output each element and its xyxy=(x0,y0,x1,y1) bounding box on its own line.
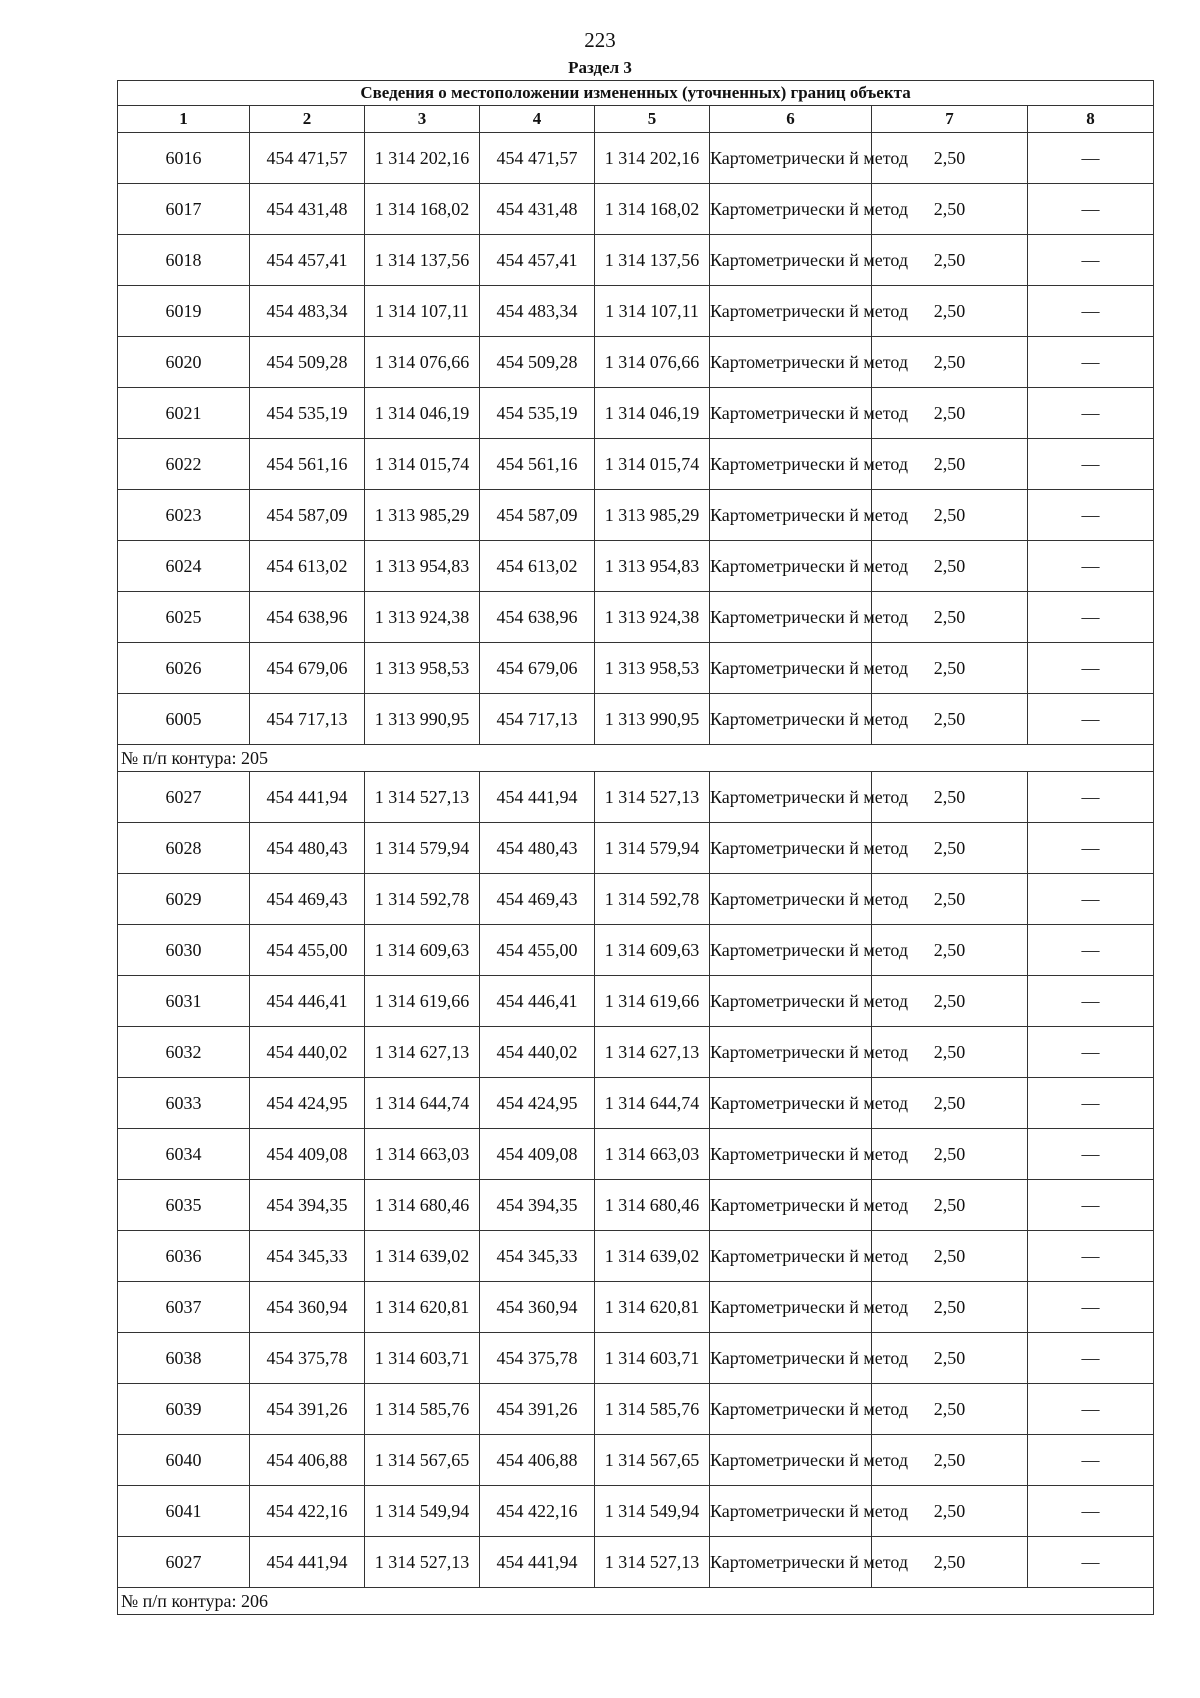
y-old-cell: 1 314 168,02 xyxy=(365,184,480,235)
point-number-cell: 6034 xyxy=(118,1129,250,1180)
note-cell: — xyxy=(1028,1078,1154,1129)
x-new-cell: 454 391,26 xyxy=(480,1384,595,1435)
y-old-cell: 1 314 609,63 xyxy=(365,925,480,976)
y-new-cell: 1 314 619,66 xyxy=(595,976,710,1027)
x-old-cell: 454 679,06 xyxy=(250,643,365,694)
accuracy-cell: 2,50 xyxy=(872,1231,1028,1282)
column-header: 1 xyxy=(118,106,250,133)
point-number-cell: 6039 xyxy=(118,1384,250,1435)
y-new-cell: 1 314 527,13 xyxy=(595,1537,710,1588)
point-number-cell: 6024 xyxy=(118,541,250,592)
table-row xyxy=(118,592,1154,643)
table-row xyxy=(118,388,1154,439)
contour-label: № п/п контура: 205 xyxy=(118,745,1154,772)
x-new-cell: 454 469,43 xyxy=(480,874,595,925)
accuracy-cell: 2,50 xyxy=(872,490,1028,541)
y-new-cell: 1 314 567,65 xyxy=(595,1435,710,1486)
y-new-cell: 1 314 107,11 xyxy=(595,286,710,337)
y-new-cell: 1 313 990,95 xyxy=(595,694,710,745)
y-new-cell: 1 314 202,16 xyxy=(595,133,710,184)
y-old-cell: 1 314 619,66 xyxy=(365,976,480,1027)
x-old-cell: 454 431,48 xyxy=(250,184,365,235)
table-row xyxy=(118,1435,1154,1486)
x-new-cell: 454 345,33 xyxy=(480,1231,595,1282)
accuracy-cell: 2,50 xyxy=(872,1282,1028,1333)
point-number-cell: 6021 xyxy=(118,388,250,439)
column-header-row xyxy=(118,106,1154,133)
point-number-cell: 6027 xyxy=(118,772,250,823)
method-cell: Картометрически й метод xyxy=(710,337,872,388)
y-old-cell: 1 313 985,29 xyxy=(365,490,480,541)
y-old-cell: 1 314 567,65 xyxy=(365,1435,480,1486)
column-header: 5 xyxy=(595,106,710,133)
table-row xyxy=(118,925,1154,976)
note-cell: — xyxy=(1028,490,1154,541)
y-new-cell: 1 313 958,53 xyxy=(595,643,710,694)
method-cell: Картометрически й метод xyxy=(710,1231,872,1282)
coordinates-table xyxy=(117,80,1154,1615)
table-body xyxy=(118,133,1154,1615)
method-cell: Картометрически й метод xyxy=(710,1486,872,1537)
y-old-cell: 1 314 202,16 xyxy=(365,133,480,184)
x-new-cell: 454 587,09 xyxy=(480,490,595,541)
method-cell: Картометрически й метод xyxy=(710,694,872,745)
note-cell: — xyxy=(1028,874,1154,925)
accuracy-cell: 2,50 xyxy=(872,1129,1028,1180)
table-title: Сведения о местоположении измененных (уточненных) границ объекта xyxy=(118,81,1154,106)
note-cell: — xyxy=(1028,388,1154,439)
accuracy-cell: 2,50 xyxy=(872,1180,1028,1231)
note-cell: — xyxy=(1028,541,1154,592)
x-new-cell: 454 394,35 xyxy=(480,1180,595,1231)
note-cell: — xyxy=(1028,772,1154,823)
point-number-cell: 6028 xyxy=(118,823,250,874)
note-cell: — xyxy=(1028,694,1154,745)
note-cell: — xyxy=(1028,439,1154,490)
point-number-cell: 6018 xyxy=(118,235,250,286)
x-old-cell: 454 391,26 xyxy=(250,1384,365,1435)
table-row xyxy=(118,1078,1154,1129)
note-cell: — xyxy=(1028,1231,1154,1282)
y-new-cell: 1 314 585,76 xyxy=(595,1384,710,1435)
table-row xyxy=(118,286,1154,337)
method-cell: Картометрически й метод xyxy=(710,1078,872,1129)
y-new-cell: 1 314 076,66 xyxy=(595,337,710,388)
table-row xyxy=(118,823,1154,874)
method-cell: Картометрически й метод xyxy=(710,1180,872,1231)
table-row xyxy=(118,976,1154,1027)
y-new-cell: 1 314 579,94 xyxy=(595,823,710,874)
note-cell: — xyxy=(1028,823,1154,874)
point-number-cell: 6005 xyxy=(118,694,250,745)
accuracy-cell: 2,50 xyxy=(872,1435,1028,1486)
y-new-cell: 1 313 985,29 xyxy=(595,490,710,541)
x-old-cell: 454 457,41 xyxy=(250,235,365,286)
y-new-cell: 1 314 549,94 xyxy=(595,1486,710,1537)
method-cell: Картометрически й метод xyxy=(710,1027,872,1078)
point-number-cell: 6016 xyxy=(118,133,250,184)
section-title: Раздел 3 xyxy=(568,58,632,77)
y-new-cell: 1 314 644,74 xyxy=(595,1078,710,1129)
y-old-cell: 1 314 076,66 xyxy=(365,337,480,388)
x-new-cell: 454 638,96 xyxy=(480,592,595,643)
y-old-cell: 1 314 680,46 xyxy=(365,1180,480,1231)
accuracy-cell: 2,50 xyxy=(872,286,1028,337)
accuracy-cell: 2,50 xyxy=(872,1333,1028,1384)
accuracy-cell: 2,50 xyxy=(872,976,1028,1027)
method-cell: Картометрически й метод xyxy=(710,286,872,337)
accuracy-cell: 2,50 xyxy=(872,592,1028,643)
x-new-cell: 454 360,94 xyxy=(480,1282,595,1333)
y-old-cell: 1 314 644,74 xyxy=(365,1078,480,1129)
x-old-cell: 454 375,78 xyxy=(250,1333,365,1384)
x-old-cell: 454 360,94 xyxy=(250,1282,365,1333)
table-row xyxy=(118,643,1154,694)
accuracy-cell: 2,50 xyxy=(872,184,1028,235)
y-old-cell: 1 314 603,71 xyxy=(365,1333,480,1384)
note-cell: — xyxy=(1028,925,1154,976)
contour-row xyxy=(118,1588,1154,1615)
y-new-cell: 1 314 527,13 xyxy=(595,772,710,823)
table-row xyxy=(118,1486,1154,1537)
point-number-cell: 6037 xyxy=(118,1282,250,1333)
y-new-cell: 1 314 639,02 xyxy=(595,1231,710,1282)
point-number-cell: 6025 xyxy=(118,592,250,643)
accuracy-cell: 2,50 xyxy=(872,1537,1028,1588)
table-row xyxy=(118,1231,1154,1282)
y-old-cell: 1 313 954,83 xyxy=(365,541,480,592)
table-row xyxy=(118,490,1154,541)
column-header: 8 xyxy=(1028,106,1154,133)
x-old-cell: 454 406,88 xyxy=(250,1435,365,1486)
note-cell: — xyxy=(1028,337,1154,388)
method-cell: Картометрически й метод xyxy=(710,643,872,694)
method-cell: Картометрически й метод xyxy=(710,925,872,976)
x-old-cell: 454 638,96 xyxy=(250,592,365,643)
x-new-cell: 454 483,34 xyxy=(480,286,595,337)
x-old-cell: 454 717,13 xyxy=(250,694,365,745)
accuracy-cell: 2,50 xyxy=(872,925,1028,976)
table-row xyxy=(118,694,1154,745)
table-row xyxy=(118,337,1154,388)
table-row xyxy=(118,235,1154,286)
point-number-cell: 6027 xyxy=(118,1537,250,1588)
note-cell: — xyxy=(1028,235,1154,286)
x-new-cell: 454 424,95 xyxy=(480,1078,595,1129)
contour-row xyxy=(118,745,1154,772)
x-new-cell: 454 440,02 xyxy=(480,1027,595,1078)
accuracy-cell: 2,50 xyxy=(872,1027,1028,1078)
table-row xyxy=(118,1384,1154,1435)
note-cell: — xyxy=(1028,1180,1154,1231)
x-new-cell: 454 613,02 xyxy=(480,541,595,592)
y-old-cell: 1 314 627,13 xyxy=(365,1027,480,1078)
table-row xyxy=(118,541,1154,592)
point-number-cell: 6030 xyxy=(118,925,250,976)
y-new-cell: 1 314 663,03 xyxy=(595,1129,710,1180)
y-old-cell: 1 314 585,76 xyxy=(365,1384,480,1435)
point-number-cell: 6040 xyxy=(118,1435,250,1486)
method-cell: Картометрически й метод xyxy=(710,541,872,592)
y-old-cell: 1 314 527,13 xyxy=(365,1537,480,1588)
x-old-cell: 454 469,43 xyxy=(250,874,365,925)
y-old-cell: 1 314 663,03 xyxy=(365,1129,480,1180)
method-cell: Картометрически й метод xyxy=(710,1384,872,1435)
note-cell: — xyxy=(1028,1435,1154,1486)
method-cell: Картометрически й метод xyxy=(710,823,872,874)
method-cell: Картометрически й метод xyxy=(710,592,872,643)
table-row xyxy=(118,133,1154,184)
table-row xyxy=(118,1027,1154,1078)
point-number-cell: 6033 xyxy=(118,1078,250,1129)
point-number-cell: 6023 xyxy=(118,490,250,541)
note-cell: — xyxy=(1028,1333,1154,1384)
accuracy-cell: 2,50 xyxy=(872,388,1028,439)
y-new-cell: 1 314 680,46 xyxy=(595,1180,710,1231)
table-row xyxy=(118,1537,1154,1588)
x-old-cell: 454 441,94 xyxy=(250,772,365,823)
y-new-cell: 1 314 015,74 xyxy=(595,439,710,490)
method-cell: Картометрически й метод xyxy=(710,874,872,925)
y-new-cell: 1 314 609,63 xyxy=(595,925,710,976)
x-old-cell: 454 509,28 xyxy=(250,337,365,388)
column-header: 2 xyxy=(250,106,365,133)
note-cell: — xyxy=(1028,1129,1154,1180)
y-new-cell: 1 314 046,19 xyxy=(595,388,710,439)
method-cell: Картометрически й метод xyxy=(710,388,872,439)
table-row xyxy=(118,1180,1154,1231)
x-old-cell: 454 483,34 xyxy=(250,286,365,337)
x-old-cell: 454 345,33 xyxy=(250,1231,365,1282)
y-old-cell: 1 314 592,78 xyxy=(365,874,480,925)
y-old-cell: 1 314 046,19 xyxy=(365,388,480,439)
y-new-cell: 1 314 168,02 xyxy=(595,184,710,235)
x-old-cell: 454 424,95 xyxy=(250,1078,365,1129)
note-cell: — xyxy=(1028,976,1154,1027)
point-number-cell: 6032 xyxy=(118,1027,250,1078)
y-old-cell: 1 313 958,53 xyxy=(365,643,480,694)
point-number-cell: 6031 xyxy=(118,976,250,1027)
accuracy-cell: 2,50 xyxy=(872,1384,1028,1435)
point-number-cell: 6036 xyxy=(118,1231,250,1282)
x-new-cell: 454 441,94 xyxy=(480,1537,595,1588)
x-new-cell: 454 457,41 xyxy=(480,235,595,286)
x-new-cell: 454 446,41 xyxy=(480,976,595,1027)
point-number-cell: 6035 xyxy=(118,1180,250,1231)
accuracy-cell: 2,50 xyxy=(872,541,1028,592)
method-cell: Картометрически й метод xyxy=(710,184,872,235)
column-header: 3 xyxy=(365,106,480,133)
accuracy-cell: 2,50 xyxy=(872,823,1028,874)
method-cell: Картометрически й метод xyxy=(710,1129,872,1180)
x-old-cell: 454 613,02 xyxy=(250,541,365,592)
note-cell: — xyxy=(1028,1384,1154,1435)
x-old-cell: 454 446,41 xyxy=(250,976,365,1027)
method-cell: Картометрически й метод xyxy=(710,1537,872,1588)
accuracy-cell: 2,50 xyxy=(872,694,1028,745)
point-number-cell: 6022 xyxy=(118,439,250,490)
accuracy-cell: 2,50 xyxy=(872,439,1028,490)
x-new-cell: 454 509,28 xyxy=(480,337,595,388)
method-cell: Картометрически й метод xyxy=(710,1333,872,1384)
y-new-cell: 1 314 137,56 xyxy=(595,235,710,286)
y-new-cell: 1 313 924,38 xyxy=(595,592,710,643)
method-cell: Картометрически й метод xyxy=(710,133,872,184)
point-number-cell: 6020 xyxy=(118,337,250,388)
note-cell: — xyxy=(1028,1282,1154,1333)
x-new-cell: 454 679,06 xyxy=(480,643,595,694)
y-old-cell: 1 314 527,13 xyxy=(365,772,480,823)
y-old-cell: 1 314 620,81 xyxy=(365,1282,480,1333)
x-new-cell: 454 455,00 xyxy=(480,925,595,976)
x-new-cell: 454 409,08 xyxy=(480,1129,595,1180)
method-cell: Картометрически й метод xyxy=(710,772,872,823)
accuracy-cell: 2,50 xyxy=(872,1078,1028,1129)
table-row xyxy=(118,184,1154,235)
x-new-cell: 454 471,57 xyxy=(480,133,595,184)
x-old-cell: 454 455,00 xyxy=(250,925,365,976)
column-header: 6 xyxy=(710,106,872,133)
y-new-cell: 1 313 954,83 xyxy=(595,541,710,592)
accuracy-cell: 2,50 xyxy=(872,133,1028,184)
method-cell: Картометрически й метод xyxy=(710,235,872,286)
y-old-cell: 1 314 107,11 xyxy=(365,286,480,337)
note-cell: — xyxy=(1028,184,1154,235)
accuracy-cell: 2,50 xyxy=(872,235,1028,286)
y-new-cell: 1 314 592,78 xyxy=(595,874,710,925)
x-old-cell: 454 587,09 xyxy=(250,490,365,541)
note-cell: — xyxy=(1028,133,1154,184)
x-new-cell: 454 422,16 xyxy=(480,1486,595,1537)
x-old-cell: 454 409,08 xyxy=(250,1129,365,1180)
x-new-cell: 454 431,48 xyxy=(480,184,595,235)
method-cell: Картометрически й метод xyxy=(710,490,872,541)
x-old-cell: 454 441,94 xyxy=(250,1537,365,1588)
table-row xyxy=(118,439,1154,490)
x-new-cell: 454 717,13 xyxy=(480,694,595,745)
x-old-cell: 454 535,19 xyxy=(250,388,365,439)
note-cell: — xyxy=(1028,1486,1154,1537)
y-new-cell: 1 314 603,71 xyxy=(595,1333,710,1384)
y-old-cell: 1 314 015,74 xyxy=(365,439,480,490)
x-old-cell: 454 422,16 xyxy=(250,1486,365,1537)
table-row xyxy=(118,874,1154,925)
table-row xyxy=(118,1333,1154,1384)
y-old-cell: 1 313 990,95 xyxy=(365,694,480,745)
y-old-cell: 1 313 924,38 xyxy=(365,592,480,643)
y-old-cell: 1 314 137,56 xyxy=(365,235,480,286)
x-old-cell: 454 480,43 xyxy=(250,823,365,874)
column-header: 7 xyxy=(872,106,1028,133)
table-row xyxy=(118,1129,1154,1180)
y-old-cell: 1 314 549,94 xyxy=(365,1486,480,1537)
x-new-cell: 454 480,43 xyxy=(480,823,595,874)
accuracy-cell: 2,50 xyxy=(872,874,1028,925)
x-old-cell: 454 561,16 xyxy=(250,439,365,490)
point-number-cell: 6026 xyxy=(118,643,250,694)
y-new-cell: 1 314 620,81 xyxy=(595,1282,710,1333)
method-cell: Картометрически й метод xyxy=(710,1435,872,1486)
method-cell: Картометрически й метод xyxy=(710,1282,872,1333)
column-header: 4 xyxy=(480,106,595,133)
note-cell: — xyxy=(1028,286,1154,337)
note-cell: — xyxy=(1028,1027,1154,1078)
x-new-cell: 454 441,94 xyxy=(480,772,595,823)
x-new-cell: 454 561,16 xyxy=(480,439,595,490)
accuracy-cell: 2,50 xyxy=(872,1486,1028,1537)
note-cell: — xyxy=(1028,643,1154,694)
x-new-cell: 454 535,19 xyxy=(480,388,595,439)
y-old-cell: 1 314 639,02 xyxy=(365,1231,480,1282)
page-number: 223 xyxy=(584,28,616,52)
x-old-cell: 454 471,57 xyxy=(250,133,365,184)
point-number-cell: 6038 xyxy=(118,1333,250,1384)
x-new-cell: 454 406,88 xyxy=(480,1435,595,1486)
table-row xyxy=(118,772,1154,823)
method-cell: Картометрически й метод xyxy=(710,439,872,490)
y-new-cell: 1 314 627,13 xyxy=(595,1027,710,1078)
point-number-cell: 6019 xyxy=(118,286,250,337)
table-row xyxy=(118,1282,1154,1333)
x-new-cell: 454 375,78 xyxy=(480,1333,595,1384)
accuracy-cell: 2,50 xyxy=(872,337,1028,388)
method-cell: Картометрически й метод xyxy=(710,976,872,1027)
note-cell: — xyxy=(1028,1537,1154,1588)
point-number-cell: 6029 xyxy=(118,874,250,925)
y-old-cell: 1 314 579,94 xyxy=(365,823,480,874)
note-cell: — xyxy=(1028,592,1154,643)
accuracy-cell: 2,50 xyxy=(872,772,1028,823)
point-number-cell: 6017 xyxy=(118,184,250,235)
contour-label: № п/п контура: 206 xyxy=(118,1588,1154,1615)
point-number-cell: 6041 xyxy=(118,1486,250,1537)
x-old-cell: 454 440,02 xyxy=(250,1027,365,1078)
x-old-cell: 454 394,35 xyxy=(250,1180,365,1231)
accuracy-cell: 2,50 xyxy=(872,643,1028,694)
